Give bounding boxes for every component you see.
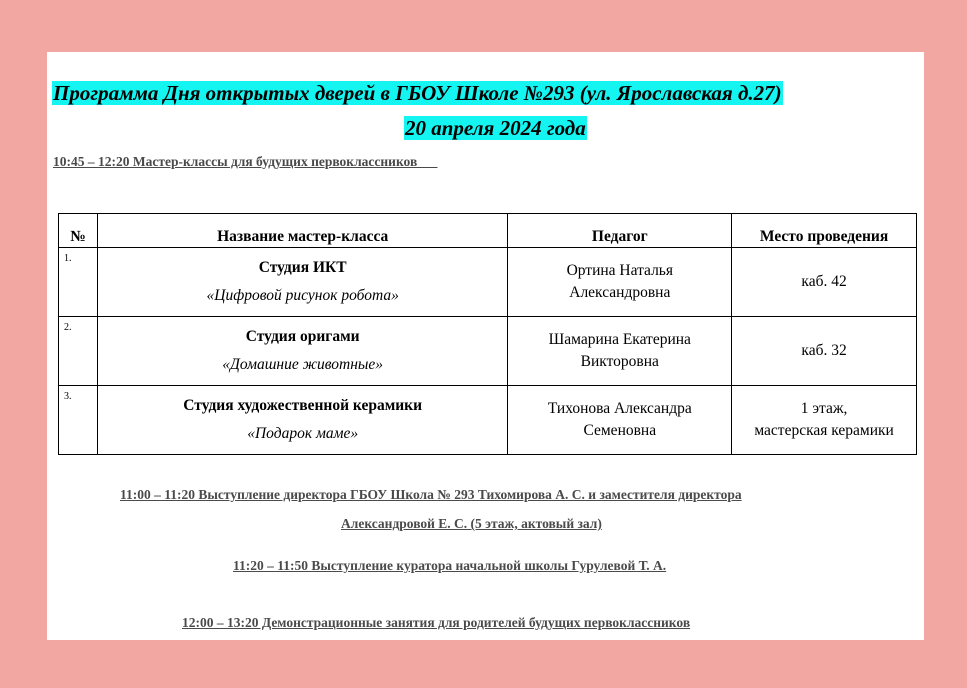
table-row <box>59 317 917 386</box>
studio-name: Студия художественной керамики <box>183 397 423 414</box>
place-text: каб. 32 <box>801 342 847 359</box>
teacher-patronymic: Викторовна <box>580 353 659 370</box>
place-room: мастерская керамики <box>754 422 894 439</box>
place-cell <box>732 317 917 386</box>
place-text: каб. 42 <box>801 273 847 290</box>
table-row <box>59 386 917 455</box>
teacher-name: Ортина Наталья <box>566 262 674 279</box>
masterclass-topic: «Подарок маме» <box>247 425 359 442</box>
event-curator-speech: 11:20 – 11:50 Выступление куратора начальной школы Гурулевой Т. А. <box>233 558 667 573</box>
header-number: № <box>59 214 98 248</box>
teacher-name: Шамарина Екатерина <box>548 331 691 348</box>
document-title-line-1: Программа Дня открытых дверей в ГБОУ Школе №293 (ул. Ярославская д.27) <box>53 81 782 105</box>
header-masterclass-name: Название мастер-класса <box>97 214 507 248</box>
teacher-patronymic: Семеновна <box>583 422 657 439</box>
row-number: 2. <box>59 317 98 386</box>
teacher-name: Тихонова Александра <box>547 400 692 417</box>
row-number: 1. <box>59 248 98 317</box>
teacher-cell <box>508 317 732 386</box>
studio-name: Студия ИКТ <box>258 259 347 276</box>
teacher-patronymic: Александровна <box>569 284 671 301</box>
document-title-date: 20 апреля 2024 года <box>405 116 586 140</box>
table-row <box>59 248 917 317</box>
document-page <box>47 52 924 640</box>
masterclass-cell <box>97 386 507 455</box>
table-header-row <box>59 214 917 248</box>
place-cell <box>732 386 917 455</box>
event-director-speech: 11:00 – 11:20 Выступление директора ГБОУ Школа № 293 Тихомирова А. С. и заместителя директора <box>120 487 742 502</box>
masterclass-cell <box>97 317 507 386</box>
teacher-cell <box>508 386 732 455</box>
masterclass-table <box>58 213 917 455</box>
row-number: 3. <box>59 386 98 455</box>
studio-name: Студия оригами <box>245 328 360 345</box>
masterclass-topic: «Цифровой рисунок робота» <box>206 287 399 304</box>
masterclass-topic: «Домашние животные» <box>222 356 384 373</box>
masterclass-cell <box>97 248 507 317</box>
event-demo-lessons: 12:00 – 13:20 Демонстрационные занятия для родителей будущих первоклассников <box>182 615 691 630</box>
header-place: Место проведения <box>732 214 917 248</box>
masterclass-section-heading: 10:45 – 12:20 Мастер-классы для будущих первоклассников <box>53 154 438 169</box>
place-cell <box>732 248 917 317</box>
header-teacher: Педагог <box>508 214 732 248</box>
teacher-cell <box>508 248 732 317</box>
event-director-speech-continued: Александровой Е. С. (5 этаж, актовый зал) <box>341 516 602 531</box>
place-floor: 1 этаж, <box>800 400 848 417</box>
